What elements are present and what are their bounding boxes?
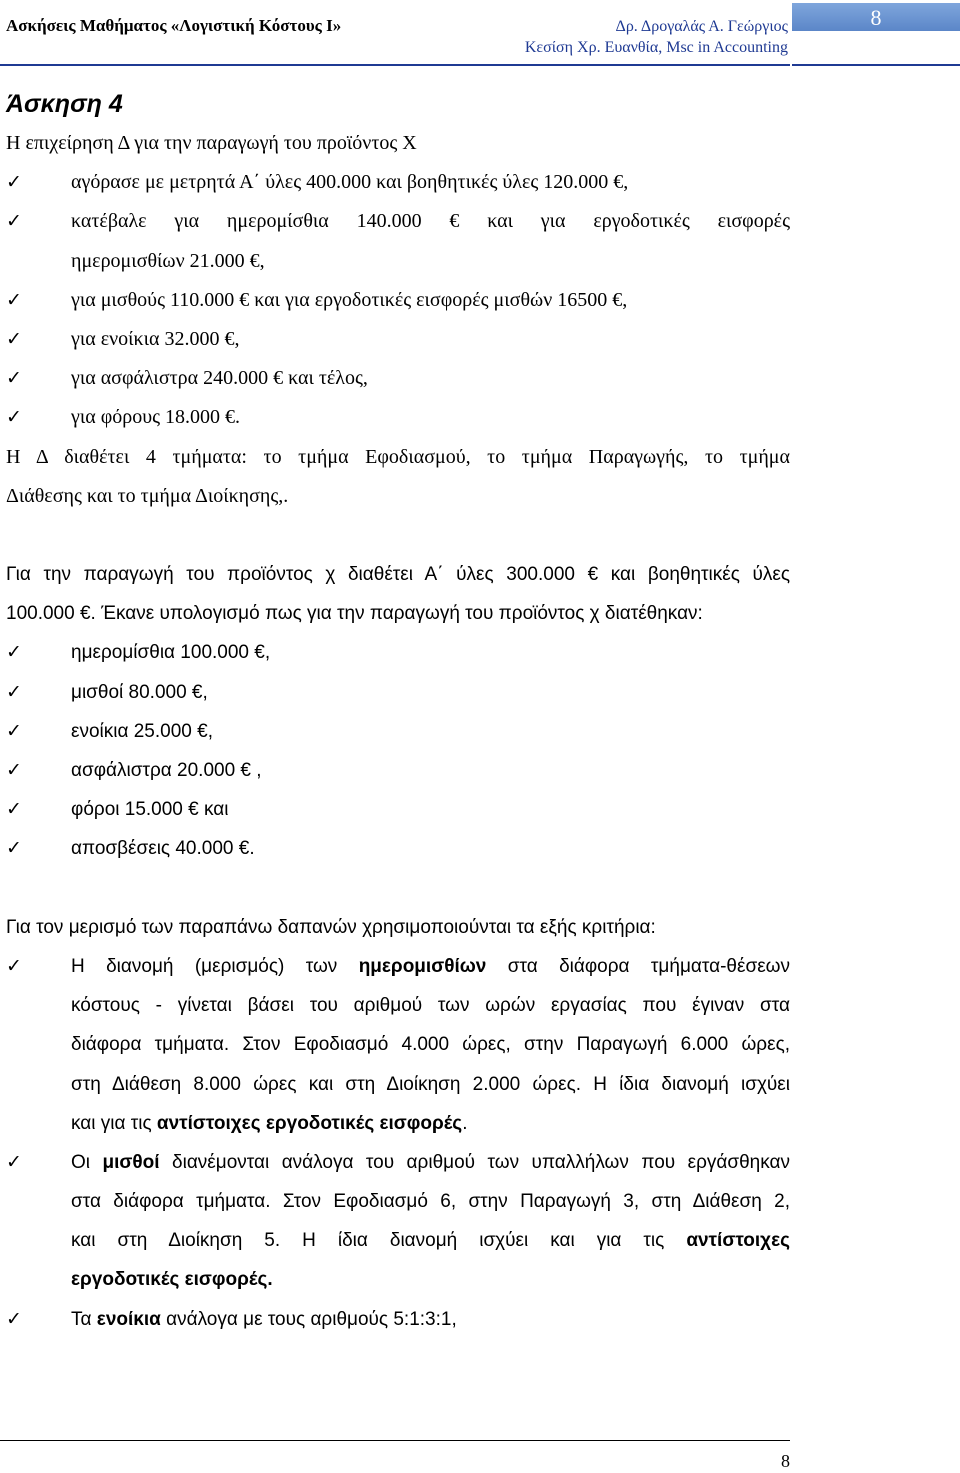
checkmark-icon: ✓	[6, 1308, 22, 1330]
author-block	[470, 16, 788, 58]
checkmark-icon: ✓	[6, 838, 22, 860]
checkmark-icon: ✓	[6, 955, 22, 977]
criterion-item: ✓ Η διανομή (μερισμός) των ημερομισθίων στα διάφορα τμήματα-θέσεων	[6, 947, 790, 986]
checkmark-icon: ✓	[6, 368, 22, 390]
criterion-text: και στη Διοίκηση 5. Η ίδια διανομή ισχύει και για τις αντίστοιχες	[71, 1230, 790, 1252]
production-text-2: 100.000 €. Έκανε υπολογισμό πως για την παραγωγή του προϊόντος χ διατέθηκαν:	[6, 603, 703, 625]
list-item: ✓ αποσβέσεις 40.000 €.	[6, 829, 790, 868]
checkmark-icon: ✓	[6, 289, 22, 311]
departments-text: Η Δ διαθέτει 4 τμήματα: το τμήμα Εφοδιασμού, το τμήμα Παραγωγής, το τμήμα	[6, 445, 790, 468]
checkmark-icon: ✓	[6, 799, 22, 821]
production-text: Για την παραγωγή του προϊόντος χ διαθέτει Α΄ ύλες 300.000 € και βοηθητικές ύλες	[6, 564, 790, 586]
list-item: ✓ ασφάλιστρα 20.000 € ,	[6, 751, 790, 790]
list-item: ✓ αγόρασε με μετρητά Α΄ ύλες 400.000 και βοηθητικές ύλες 120.000 €,	[6, 163, 790, 202]
criterion-text: και για τις αντίστοιχες εργοδοτικές εισφορές.	[71, 1112, 468, 1134]
criterion-text: στη Διάθεση 8.000 ώρες και στη Διοίκηση 2.000 ώρες. Η ίδια διανομή ισχύει	[71, 1073, 790, 1095]
course-title: Ασκήσεις Μαθήματος «Λογιστική Κόστους Ι»	[6, 16, 342, 35]
header-divider-right	[792, 64, 960, 66]
page-header	[0, 0, 960, 70]
exercise-title: Άσκηση 4	[6, 90, 123, 118]
checkmark-icon: ✓	[6, 211, 22, 233]
list-item: ✓ για ασφάλιστρα 240.000 € και τέλος,	[6, 359, 790, 398]
author-line-2: Κεσίση Χρ. Ευανθία, Msc in Accounting	[524, 39, 788, 56]
checkmark-icon: ✓	[6, 681, 22, 703]
criterion-item: ✓ Οι μισθοί διανέμονται ανάλογα του αριθμού των υπαλλήλων που εργάσθηκαν	[6, 1143, 790, 1182]
header-page-number: 8	[792, 3, 960, 31]
footer-divider	[0, 1440, 790, 1441]
criterion-item: ✓ Τα ενοίκια ανάλογα με τους αριθμούς 5:1:3:1,	[6, 1300, 790, 1339]
criterion-text: κόστους - γίνεται βάσει του αριθμού των ωρών εργασίας που έγιναν στα	[71, 995, 790, 1017]
list-item-continuation: ημερομισθίων 21.000 €,	[71, 249, 265, 272]
criterion-text: στα διάφορα τμήματα. Στον Εφοδιασμό 6, στην Παραγωγή 3, στη Διάθεση 2,	[71, 1191, 790, 1213]
checkmark-icon: ✓	[6, 328, 22, 350]
exercise-intro: Η επιχείρηση Δ για την παραγωγή του προϊόντος Χ	[6, 132, 417, 154]
criteria-intro: Για τον μερισμό των παραπάνω δαπανών χρησιμοποιούνται τα εξής κριτήρια:	[6, 916, 656, 938]
checkmark-icon: ✓	[6, 172, 22, 194]
checkmark-icon: ✓	[6, 1151, 22, 1173]
list-item: ✓ ημερομίσθια 100.000 €,	[6, 633, 790, 672]
list-item: ✓ φόροι 15.000 € και	[6, 790, 790, 829]
checkmark-icon: ✓	[6, 642, 22, 664]
list-item: ✓ για ενοίκια 32.000 €,	[6, 320, 790, 359]
checkmark-icon: ✓	[6, 760, 22, 781]
departments-text-2: Διάθεσης και το τμήμα Διοίκησης,.	[6, 484, 289, 507]
list-item: ✓ κατέβαλε για ημερομίσθια 140.000 € και για εργοδοτικές εισφορές	[6, 202, 790, 241]
list-item: ✓ ενοίκια 25.000 €,	[6, 712, 790, 751]
footer-page-number: 8	[781, 1451, 790, 1471]
author-line-1: Δρ. Δρογαλάς Α. Γεώργιος	[615, 18, 788, 35]
checkmark-icon: ✓	[6, 720, 22, 742]
checkmark-icon: ✓	[6, 407, 22, 429]
criterion-text: εργοδοτικές εισφορές.	[71, 1269, 273, 1291]
header-divider	[0, 64, 790, 66]
list-item: ✓ μισθοί 80.000 €,	[6, 673, 790, 712]
exercise-body	[6, 84, 790, 1339]
list-item: ✓ για μισθούς 110.000 € και για εργοδοτικές εισφορές μισθών 16500 €,	[6, 281, 790, 320]
list-item: ✓ για φόρους 18.000 €.	[6, 398, 790, 437]
criterion-text: διάφορα τμήματα. Στον Εφοδιασμό 4.000 ώρες, στην Παραγωγή 6.000 ώρες,	[71, 1034, 790, 1056]
